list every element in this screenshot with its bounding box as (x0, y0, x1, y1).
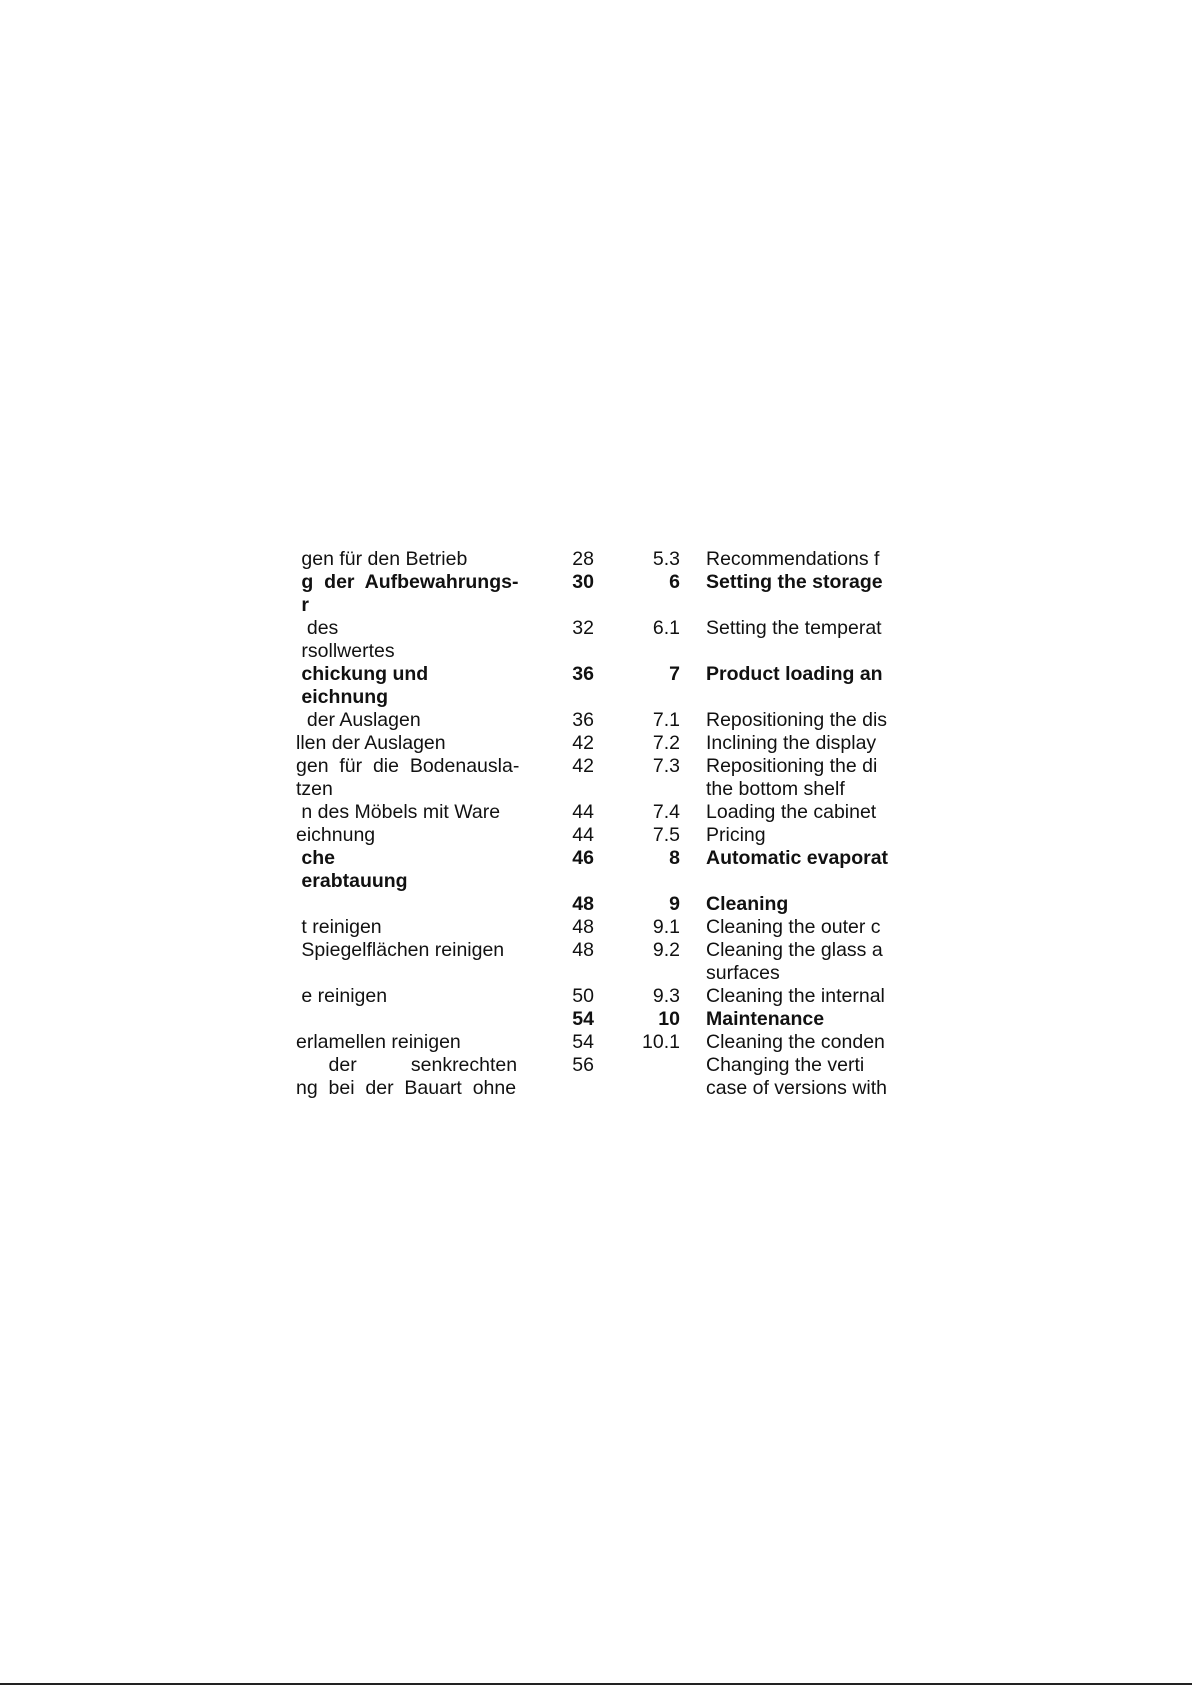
toc-section-number: 6 (669, 571, 680, 593)
toc-entry-german (296, 755, 528, 801)
toc-entry-english-line: Pricing (706, 824, 766, 846)
toc-row (296, 1054, 896, 1100)
toc-page-number-german: 48 (572, 916, 594, 938)
toc-row (296, 916, 896, 939)
toc-section-number: 9 (669, 893, 680, 915)
toc-entry-german-line: r (296, 594, 310, 616)
toc-entry-german (296, 801, 528, 824)
toc-entry-english (706, 801, 896, 824)
toc-entry-german-line (296, 1008, 528, 1031)
toc-entry-german-line: n des Möbels mit Ware (296, 801, 501, 823)
toc-entry-english (706, 732, 896, 755)
toc-entry-english-line: Setting the storage (706, 571, 883, 593)
toc-row (296, 824, 896, 847)
toc-entry-english (706, 893, 896, 916)
toc-section-number: 6.1 (652, 617, 680, 639)
toc-entry-german-line: eichnung (296, 686, 389, 708)
toc-entry-german-line (296, 962, 528, 985)
toc-entry-german-line: che (296, 847, 336, 869)
toc-section-number: 10.1 (642, 1031, 680, 1053)
toc-entry-english (706, 617, 896, 640)
toc-section-number: 7.1 (652, 709, 680, 731)
toc-row (296, 617, 896, 663)
toc-entry-german (296, 1054, 528, 1100)
toc-entry-english (706, 916, 896, 939)
toc-row (296, 893, 896, 916)
toc-entry-english-line: the bottom shelf (706, 778, 845, 800)
toc-page-number-german: 54 (572, 1031, 594, 1053)
toc-section-number: 7 (669, 663, 680, 685)
toc-entry-german-line: llen der Auslagen (296, 732, 446, 754)
toc-entry-english (706, 847, 896, 870)
toc-page-number-german: 36 (572, 663, 594, 685)
toc-entry-german-line: Spiegelflächen reinigen (296, 939, 505, 961)
toc-entry-german (296, 985, 528, 1008)
toc-section-number: 5.3 (652, 548, 680, 570)
toc-entry-english-line: surfaces (706, 962, 780, 984)
toc-entry-english-line: case of versions with (706, 1077, 887, 1099)
toc-row (296, 939, 896, 985)
toc-entry-german (296, 1008, 528, 1031)
toc-entry-german-line: t reinigen (296, 916, 382, 938)
toc-entry-german (296, 893, 528, 916)
toc-entry-german (296, 824, 528, 847)
toc-section-number: 9.3 (652, 985, 680, 1007)
toc-row (296, 709, 896, 732)
toc-entry-german-line: der senkrechten (296, 1054, 518, 1076)
toc-entry-english-line: Repositioning the di (706, 755, 878, 777)
toc-row (296, 801, 896, 824)
toc-entry-german (296, 571, 528, 617)
toc-section-number: 8 (669, 847, 680, 869)
toc-entry-german (296, 732, 528, 755)
toc-entry-german (296, 847, 528, 893)
toc-entry-german-line: rsollwertes (296, 640, 395, 662)
toc-entry-english-line: Cleaning the glass a (706, 939, 883, 961)
toc-row (296, 1008, 896, 1031)
toc-row (296, 985, 896, 1008)
toc-page-number-german: 48 (572, 893, 594, 915)
table-of-contents (296, 548, 896, 1108)
toc-entry-english (706, 548, 896, 571)
toc-entry-german-line: der Auslagen (296, 709, 421, 731)
toc-page-number-german: 32 (572, 617, 594, 639)
toc-entry-german (296, 709, 528, 732)
toc-row (296, 847, 896, 893)
toc-entry-english (706, 985, 896, 1008)
toc-entry-english-line: Inclining the display (706, 732, 877, 754)
toc-entry-english-line: Cleaning the outer c (706, 916, 881, 938)
toc-section-number: 7.2 (652, 732, 680, 754)
toc-row (296, 571, 896, 617)
toc-entry-english-line: Product loading an (706, 663, 883, 685)
toc-entry-german-line: gen für die Bodenausla- (296, 755, 520, 777)
toc-entry-english (706, 939, 896, 985)
toc-entry-english-line: Cleaning (706, 893, 789, 915)
toc-page-number-german: 46 (572, 847, 594, 869)
toc-entry-german (296, 548, 528, 571)
toc-page-number-german: 30 (572, 571, 594, 593)
toc-entry-english (706, 824, 896, 847)
toc-entry-german (296, 1031, 528, 1054)
toc-entry-german-line: tzen (296, 778, 333, 800)
toc-entry-english-line: Automatic evaporat (706, 847, 889, 869)
toc-row (296, 548, 896, 571)
toc-entry-german-line: e reinigen (296, 985, 388, 1007)
toc-row (296, 663, 896, 709)
toc-entry-german-line: eichnung (296, 824, 376, 846)
toc-entry-english (706, 1008, 896, 1031)
toc-entry-german-line: erlamellen reinigen (296, 1031, 461, 1053)
toc-entry-english (706, 663, 896, 686)
toc-entry-english-line: Cleaning the internal (706, 985, 885, 1007)
toc-entry-english (706, 1031, 896, 1054)
toc-entry-german-line: des (296, 617, 339, 639)
toc-entry-german (296, 617, 528, 663)
toc-entry-german (296, 663, 528, 709)
toc-page-number-german: 48 (572, 939, 594, 961)
toc-row (296, 732, 896, 755)
toc-page-number-german: 54 (572, 1008, 594, 1030)
toc-page-number-german: 44 (572, 801, 594, 823)
toc-section-number: 7.5 (652, 824, 680, 846)
toc-entry-english (706, 1054, 896, 1100)
toc-section-number: 9.2 (652, 939, 680, 961)
toc-page-number-german: 28 (572, 548, 594, 570)
toc-entry-english (706, 755, 896, 801)
toc-entry-german-line: gen für den Betrieb (296, 548, 468, 570)
toc-entry-german-line: erabtauung (296, 870, 408, 892)
toc-entry-german-line: ng bei der Bauart ohne (296, 1077, 517, 1099)
toc-entry-english-line: Setting the temperat (706, 617, 882, 639)
toc-row (296, 1031, 896, 1054)
toc-section-number: 9.1 (652, 916, 680, 938)
toc-entry-english-line: Repositioning the dis (706, 709, 888, 731)
toc-entry-english-line: Recommendations f (706, 548, 880, 570)
toc-section-number: 7.4 (652, 801, 680, 823)
toc-entry-english-line: Cleaning the conden (706, 1031, 885, 1053)
toc-page-number-german: 42 (572, 732, 594, 754)
toc-row (296, 755, 896, 801)
toc-section-number: 10 (658, 1008, 680, 1030)
toc-entry-german-line: g der Aufbewahrungs- (296, 571, 519, 593)
toc-entry-german (296, 916, 528, 939)
toc-entry-english-line: Maintenance (706, 1008, 825, 1030)
toc-entry-german (296, 939, 528, 985)
toc-page-number-german: 36 (572, 709, 594, 731)
toc-page-number-german: 50 (572, 985, 594, 1007)
toc-entry-english (706, 571, 896, 594)
toc-page-number-german: 42 (572, 755, 594, 777)
toc-entry-german-line (296, 893, 528, 916)
toc-section-number: 7.3 (652, 755, 680, 777)
toc-page-number-german: 56 (572, 1054, 594, 1076)
toc-entry-english-line: Changing the verti (706, 1054, 865, 1076)
toc-page-number-german: 44 (572, 824, 594, 846)
toc-entry-english (706, 709, 896, 732)
toc-entry-german-line: chickung und (296, 663, 429, 685)
toc-entry-english-line: Loading the cabinet (706, 801, 877, 823)
